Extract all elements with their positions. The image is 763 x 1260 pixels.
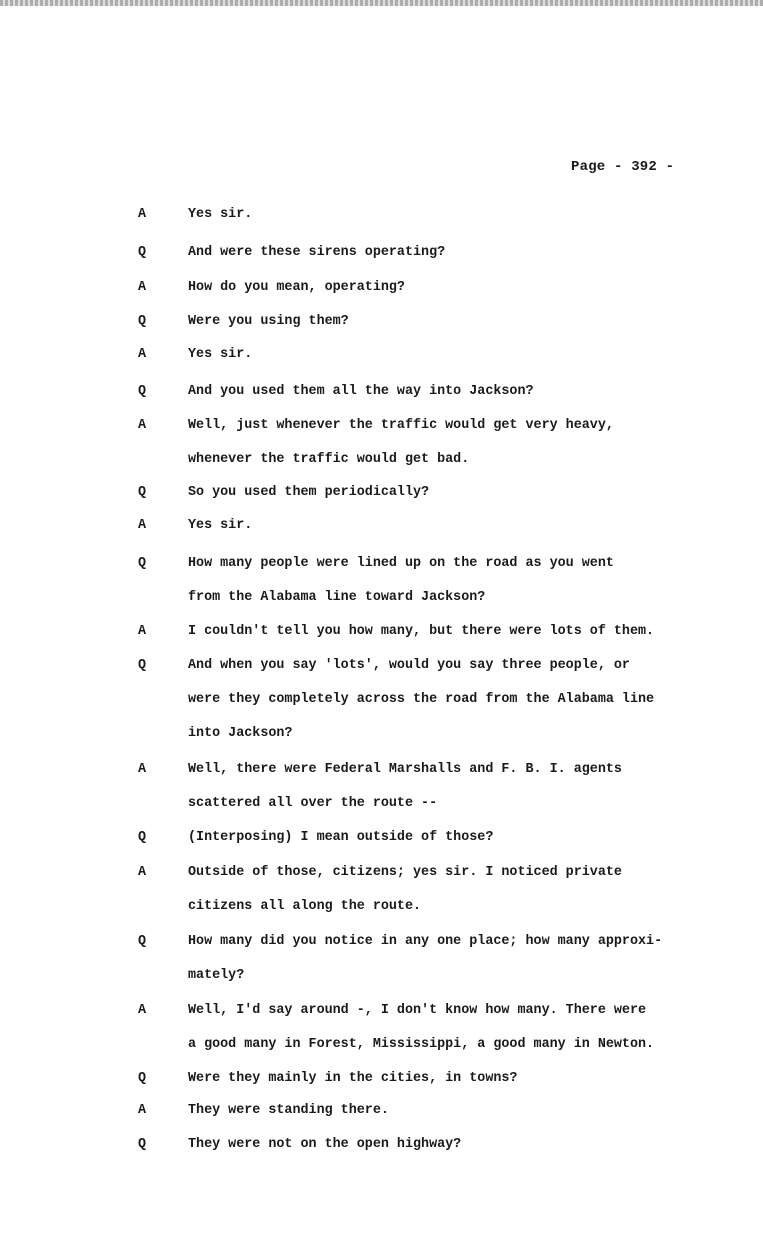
transcript-line: a good many in Forest, Mississippi, a good many in Newton. <box>188 1037 655 1052</box>
transcript-line: So you used them periodically? <box>188 485 430 500</box>
transcript-line: (Interposing) I mean outside of those? <box>188 830 494 845</box>
transcript-line: from the Alabama line toward Jackson? <box>188 590 486 605</box>
transcript-line: citizens all along the route. <box>188 899 422 914</box>
transcript-line: And you used them all the way into Jackson? <box>188 384 534 399</box>
speaker-label: Q <box>138 1137 147 1152</box>
speaker-label: A <box>138 207 147 222</box>
speaker-label: Q <box>138 830 147 845</box>
transcript-line: mately? <box>188 968 245 983</box>
transcript-line: whenever the traffic would get bad. <box>188 452 470 467</box>
speaker-label: Q <box>138 384 147 399</box>
speaker-label: Q <box>138 934 147 949</box>
transcript-line: were they completely across the road from the Alabama line <box>188 692 655 707</box>
transcript-line: Yes sir. <box>188 347 253 362</box>
page-number: Page - 392 - <box>571 159 675 175</box>
transcript-line: How many people were lined up on the road as you went <box>188 556 614 571</box>
transcript-line: into Jackson? <box>188 726 293 741</box>
speaker-label: A <box>138 347 147 362</box>
speaker-label: Q <box>138 658 147 673</box>
transcript-line: Yes sir. <box>188 207 253 222</box>
speaker-label: A <box>138 280 147 295</box>
transcript-line: scattered all over the route -- <box>188 796 438 811</box>
transcript-line: And were these sirens operating? <box>188 245 446 260</box>
speaker-label: Q <box>138 485 147 500</box>
transcript-line: I couldn't tell you how many, but there were lots of them. <box>188 624 655 639</box>
transcript-line: Well, just whenever the traffic would get very heavy, <box>188 418 614 433</box>
speaker-label: A <box>138 518 147 533</box>
transcript-line: Were they mainly in the cities, in towns? <box>188 1071 518 1086</box>
speaker-label: A <box>138 865 147 880</box>
speaker-label: Q <box>138 1071 147 1086</box>
transcript-line: How do you mean, operating? <box>188 280 405 295</box>
speaker-label: A <box>138 762 147 777</box>
speaker-label: Q <box>138 314 147 329</box>
speaker-label: Q <box>138 245 147 260</box>
transcript-line: They were standing there. <box>188 1103 389 1118</box>
transcript-line: And when you say 'lots', would you say three people, or <box>188 658 630 673</box>
transcript-line: Outside of those, citizens; yes sir. I noticed private <box>188 865 622 880</box>
transcript-line: Well, there were Federal Marshalls and F. B. I. agents <box>188 762 622 777</box>
speaker-label: A <box>138 1003 147 1018</box>
speaker-label: A <box>138 1103 147 1118</box>
transcript-line: How many did you notice in any one place; how many approxi- <box>188 934 663 949</box>
speaker-label: Q <box>138 556 147 571</box>
transcript-line: Were you using them? <box>188 314 349 329</box>
speaker-label: A <box>138 418 147 433</box>
transcript-line: They were not on the open highway? <box>188 1137 462 1152</box>
transcript-line: Yes sir. <box>188 518 253 533</box>
speaker-label: A <box>138 624 147 639</box>
transcript-line: Well, I'd say around -, I don't know how many. There were <box>188 1003 647 1018</box>
